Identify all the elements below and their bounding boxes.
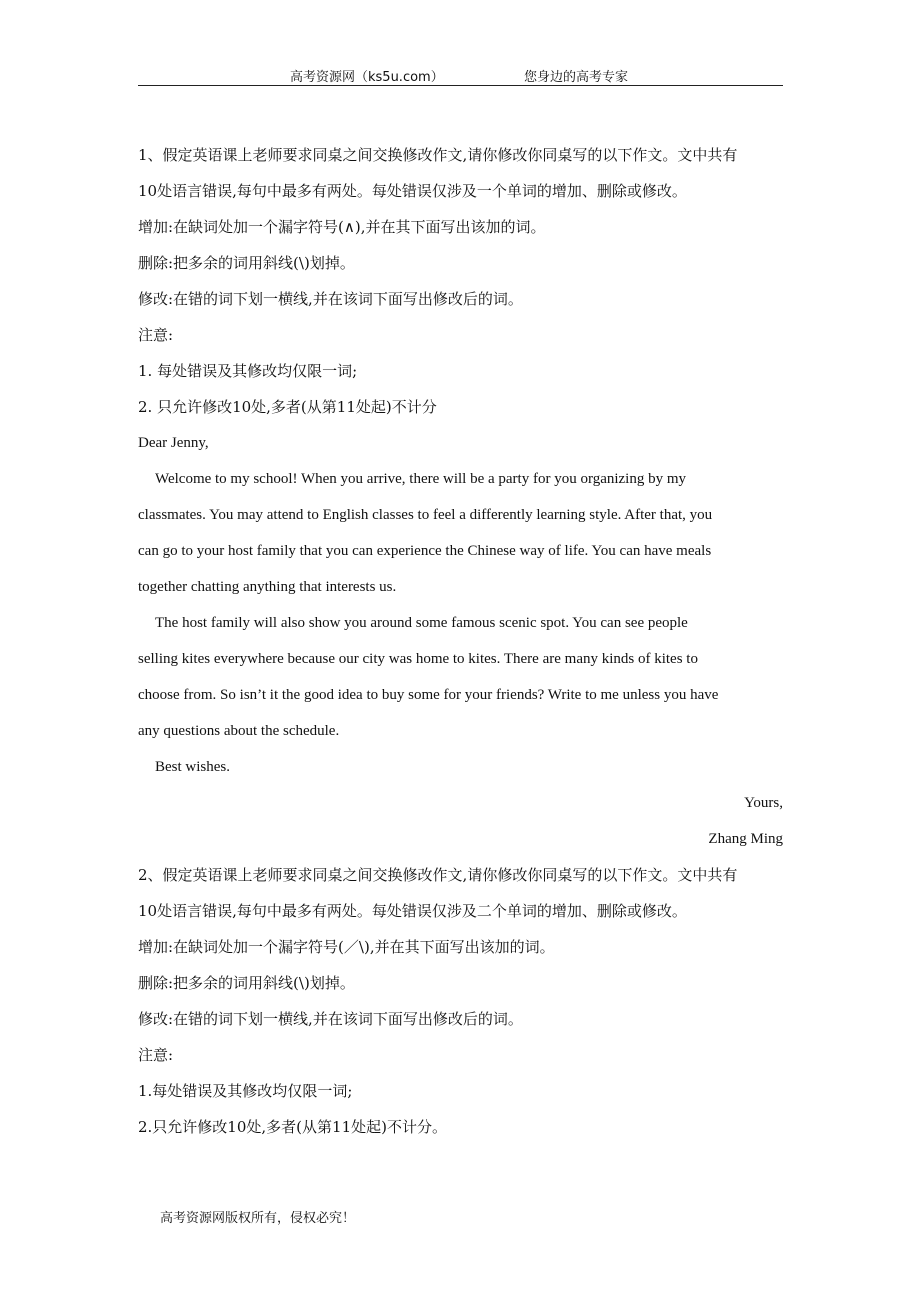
q2-note-1: 1.每处错误及其修改均仅限一词;: [138, 1082, 353, 1100]
letter-signature: Zhang Ming: [708, 831, 783, 847]
q1-note-2: 2. 只允许修改10处,多者(从第11处起)不计分: [138, 398, 437, 416]
q2-add-rule: 增加:在缺词处加一个漏字符号(／\),并在其下面写出该加的词。: [138, 938, 555, 956]
page-footer: 高考资源网版权所有，侵权必究！: [160, 1211, 356, 1226]
q2-modify-rule: 修改:在错的词下划一横线,并在该词下面写出修改后的词。: [138, 1010, 523, 1028]
header-slogan: 您身边的高考专家: [524, 70, 629, 85]
q1-intro-line2: 10处语言错误,每句中最多有两处。每处错误仅涉及一个单词的增加、删除或修改。: [138, 182, 687, 200]
letter-p1-line4: together chatting anything that interests us.: [138, 579, 397, 595]
q2-delete-rule: 删除:把多余的词用斜线(\)划掉。: [138, 974, 355, 992]
q1-modify-rule: 修改:在错的词下划一横线,并在该词下面写出修改后的词。: [138, 290, 523, 308]
letter-p2-line4: any questions about the schedule.: [138, 723, 340, 739]
letter-p1-line2: classmates. You may attend to English classes to feel a differently learning style. After that, you: [138, 507, 713, 523]
q2-intro-line2: 10处语言错误,每句中最多有两处。每处错误仅涉及二个单词的增加、删除或修改。: [138, 902, 687, 920]
letter-p1-line3: can go to your host family that you can experience the Chinese way of life. You can have meals: [138, 543, 712, 559]
header-divider: [138, 85, 783, 86]
document-body: [138, 141, 783, 1149]
q1-note-title: 注意:: [138, 326, 174, 344]
letter-greeting: Dear Jenny,: [138, 435, 209, 451]
q2-note-2: 2.只允许修改10处,多者(从第11处起)不计分。: [138, 1118, 447, 1136]
header-site-name: 高考资源网（ks5u.com）: [290, 70, 444, 85]
q2-note-title: 注意:: [138, 1046, 174, 1064]
q2-intro-line1: 2、假定英语课上老师要求同桌之间交换修改作文,请你修改你同桌写的以下作文。文中共有: [138, 866, 738, 884]
page-header: [138, 64, 783, 86]
letter-p2-line2: selling kites everywhere because our city was home to kites. There are many kinds of kites to: [138, 651, 698, 667]
q1-intro-line1: 1、假定英语课上老师要求同桌之间交换修改作文,请你修改你同桌写的以下作文。文中共有: [138, 146, 738, 164]
q1-delete-rule: 删除:把多余的词用斜线(\)划掉。: [138, 254, 355, 272]
letter-closing: Best wishes.: [155, 759, 230, 775]
letter-p2-line1: The host family will also show you around some famous scenic spot. You can see people: [155, 615, 688, 631]
letter-p1-line1: Welcome to my school! When you arrive, there will be a party for you organizing by my: [155, 471, 687, 487]
letter-sign-yours: Yours,: [744, 795, 783, 811]
q1-add-rule: 增加:在缺词处加一个漏字符号(∧),并在其下面写出该加的词。: [138, 218, 546, 236]
q1-note-1: 1. 每处错误及其修改均仅限一词;: [138, 362, 358, 380]
letter-p2-line3: choose from. So isn’t it the good idea to buy some for your friends? Write to me unless you have: [138, 687, 719, 703]
